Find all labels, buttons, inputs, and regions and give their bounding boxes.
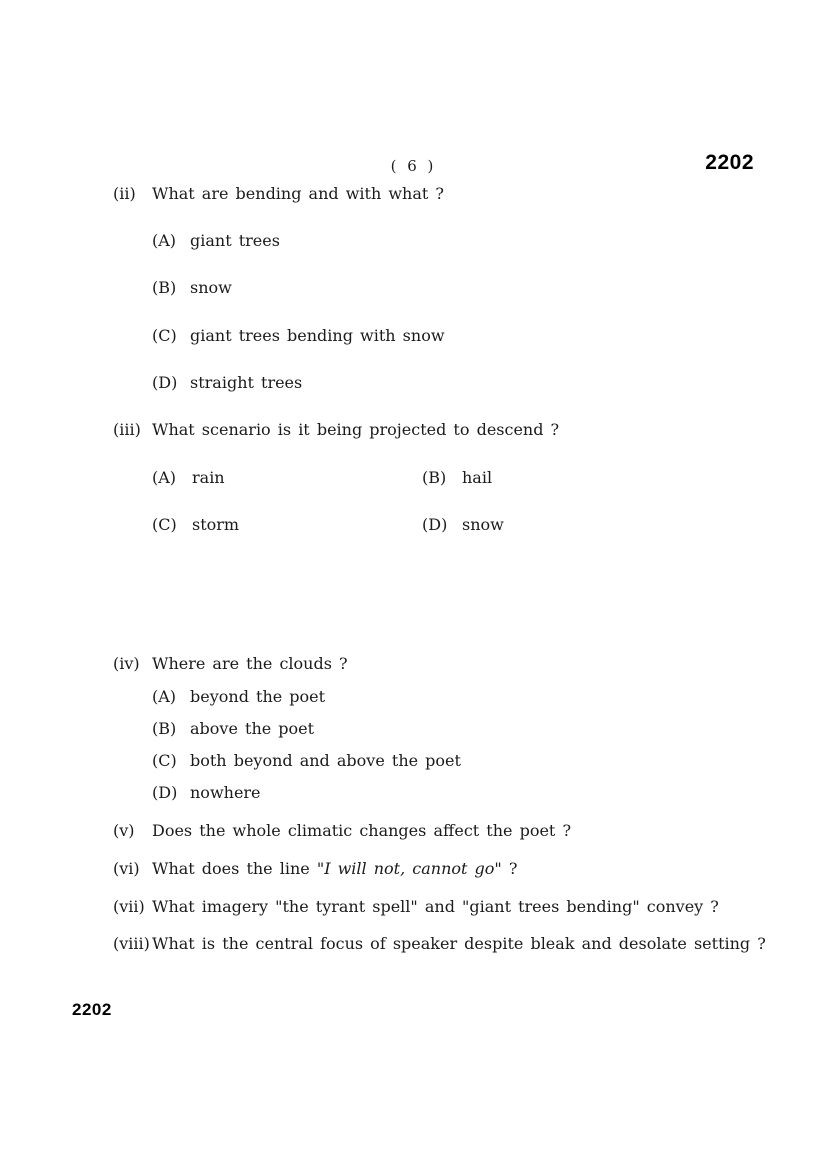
option-c-label: (C): [152, 515, 177, 534]
question-vi: [113, 859, 517, 879]
question-ii-text: What are bending and with what ?: [152, 184, 444, 203]
question-iii-text: What scenario is it being projected to descend ?: [152, 420, 560, 439]
option-c-text: storm: [192, 515, 240, 534]
question-iii-option-c: [152, 515, 239, 535]
option-a-label: (A): [152, 468, 177, 487]
option-d-text: snow: [462, 515, 504, 534]
option-b-label: (B): [152, 278, 177, 297]
option-d-label: (D): [152, 373, 178, 392]
question-vi-text-after: " ?: [494, 859, 518, 878]
option-b-label: (B): [152, 719, 177, 738]
question-iv-label: (iv): [113, 654, 140, 673]
question-iv-option-d: [152, 783, 261, 803]
paper-code-top: 2202: [705, 151, 754, 174]
question-viii-label: (viii): [113, 934, 150, 953]
question-vi-text-before: What does the line ": [152, 859, 325, 878]
option-a-text: giant trees: [190, 231, 280, 250]
option-d-label: (D): [422, 515, 448, 534]
question-viii-text: What is the central focus of speaker despite bleak and desolate setting ?: [152, 934, 766, 953]
paper-code-bottom: 2202: [72, 1000, 112, 1019]
question-viii: [113, 934, 766, 954]
option-b-text: snow: [190, 278, 232, 297]
question-ii: [113, 184, 444, 204]
question-ii-option-c: [152, 326, 445, 346]
question-iv-option-a: [152, 687, 325, 707]
question-iii-option-a: [152, 468, 225, 488]
question-iii: [113, 420, 559, 440]
question-iv-text: Where are the clouds ?: [152, 654, 348, 673]
question-iv-option-b: [152, 719, 314, 739]
question-vii-text: What imagery "the tyrant spell" and "giant trees bending" convey ?: [152, 897, 719, 916]
option-d-text: straight trees: [190, 373, 303, 392]
question-iii-option-d: [422, 515, 504, 535]
option-c-text: both beyond and above the poet: [190, 751, 461, 770]
question-iv: [113, 654, 348, 674]
option-a-text: rain: [192, 468, 225, 487]
question-iv-option-c: [152, 751, 461, 771]
question-v-label: (v): [113, 821, 135, 840]
question-v: [113, 821, 571, 841]
question-vii: [113, 897, 719, 917]
option-b-label: (B): [422, 468, 447, 487]
option-c-label: (C): [152, 326, 177, 345]
option-d-text: nowhere: [190, 783, 261, 802]
option-a-label: (A): [152, 231, 177, 250]
question-iii-label: (iii): [113, 420, 141, 439]
question-ii-label: (ii): [113, 184, 136, 203]
question-ii-option-b: [152, 278, 232, 298]
option-b-text: above the poet: [190, 719, 315, 738]
option-a-text: beyond the poet: [190, 687, 326, 706]
question-vii-label: (vii): [113, 897, 145, 916]
option-c-text: giant trees bending with snow: [190, 326, 445, 345]
question-vi-quoted-line: I will not, cannot go: [324, 859, 495, 878]
question-ii-option-a: [152, 231, 280, 251]
option-d-label: (D): [152, 783, 178, 802]
option-b-text: hail: [462, 468, 493, 487]
question-ii-option-d: [152, 373, 302, 393]
question-iii-option-b: [422, 468, 492, 488]
question-v-text: Does the whole climatic changes affect the poet ?: [152, 821, 572, 840]
question-vi-label: (vi): [113, 859, 140, 878]
option-c-label: (C): [152, 751, 177, 770]
page-number: ( 6 ): [390, 157, 436, 175]
option-a-label: (A): [152, 687, 177, 706]
